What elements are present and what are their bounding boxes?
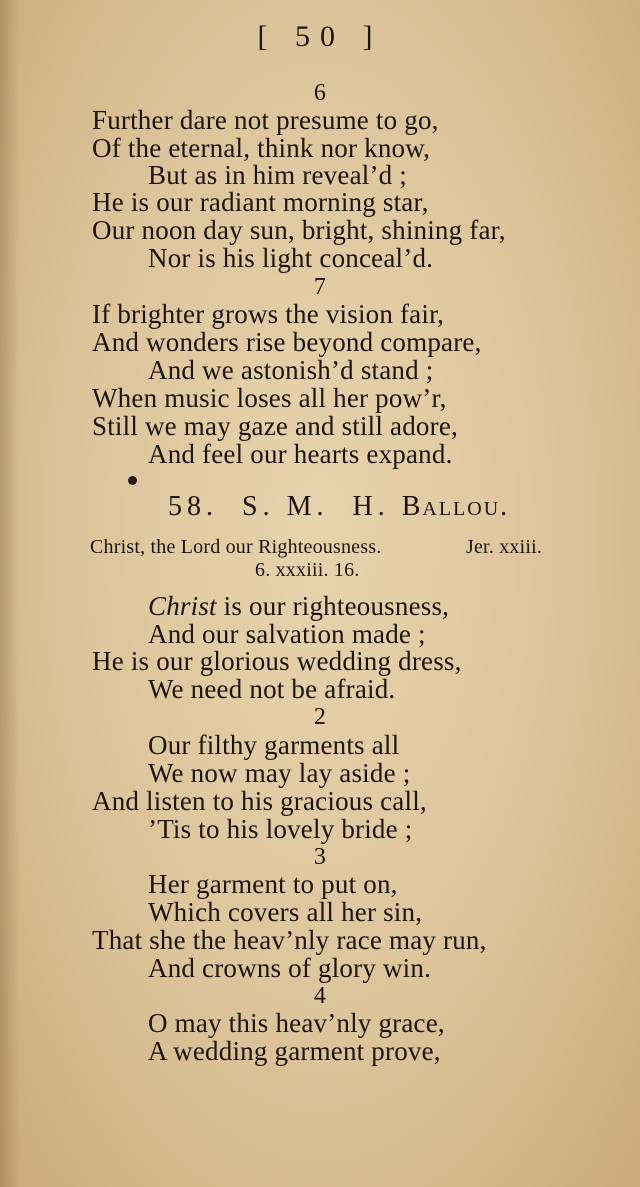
verse-line: Nor is his light conceal’d. [148, 243, 434, 273]
hymn-number: 58. [168, 491, 218, 522]
hymn-line: We need not be afraid. [148, 674, 396, 704]
verse-line: Our noon day sun, bright, shining far, [92, 215, 506, 245]
verse-line: But as in him reveal’d ; [148, 160, 407, 190]
hymn-line: A wedding garment prove, [148, 1036, 441, 1066]
verse-number: 6 [313, 80, 327, 106]
author-initial: H. [352, 491, 390, 522]
hymn-line: Christ is our righteousness, [148, 591, 450, 621]
hymn-meter: S. M. [242, 491, 329, 522]
verse-line: And wonders rise beyond compare, [92, 327, 482, 357]
hymn-line: O may this heav’nly grace, [148, 1008, 445, 1038]
page-number: [ 50 ] [257, 20, 383, 53]
scripture-reference: Jer. xxiii. [466, 536, 543, 558]
hymn-line: And crowns of glory win. [148, 953, 432, 983]
verse-line: Further dare not presume to go, [92, 105, 439, 135]
verse-line: And we astonish’d stand ; [148, 355, 434, 385]
verse-line: Still we may gaze and still adore, [92, 411, 458, 441]
hymn-line: Her garment to put on, [148, 869, 398, 899]
hymn-line: And our salvation made ; [148, 619, 426, 649]
verse-line: If brighter grows the vision fair, [92, 299, 445, 329]
hymn-line: We now may lay aside ; [148, 758, 411, 788]
hymn-heading [168, 492, 509, 522]
hymn-line: Our filthy garments all [148, 730, 400, 760]
hymn-line: He is our glorious wedding dress, [92, 646, 462, 676]
hymn-line: That she the heav’nly race may run, [92, 925, 487, 955]
hymn-subject: Christ, the Lord our Righteousness. [90, 536, 382, 558]
verse-line: When music loses all her pow’r, [92, 383, 447, 413]
verse-line: Of the eternal, think nor know, [92, 133, 431, 163]
stanza-number: 4 [313, 983, 327, 1009]
printers-ornament [128, 476, 137, 485]
stanza-number: 3 [313, 844, 327, 870]
verse-line: He is our radiant morning star, [92, 187, 429, 217]
hymn-line: Which covers all her sin, [148, 897, 423, 927]
hymn-line: And listen to his gracious call, [92, 786, 427, 816]
stanza-number: 2 [313, 704, 327, 730]
verse-line: And feel our hearts expand. [148, 439, 453, 469]
scripture-reference-cont: 6. xxxiii. 16. [255, 559, 360, 581]
verse-number: 7 [313, 274, 327, 300]
hymn-author: Ballou. [401, 491, 510, 522]
emphasized-word: Christ [148, 591, 217, 621]
hymn-line: ’Tis to his lovely bride ; [148, 814, 413, 844]
